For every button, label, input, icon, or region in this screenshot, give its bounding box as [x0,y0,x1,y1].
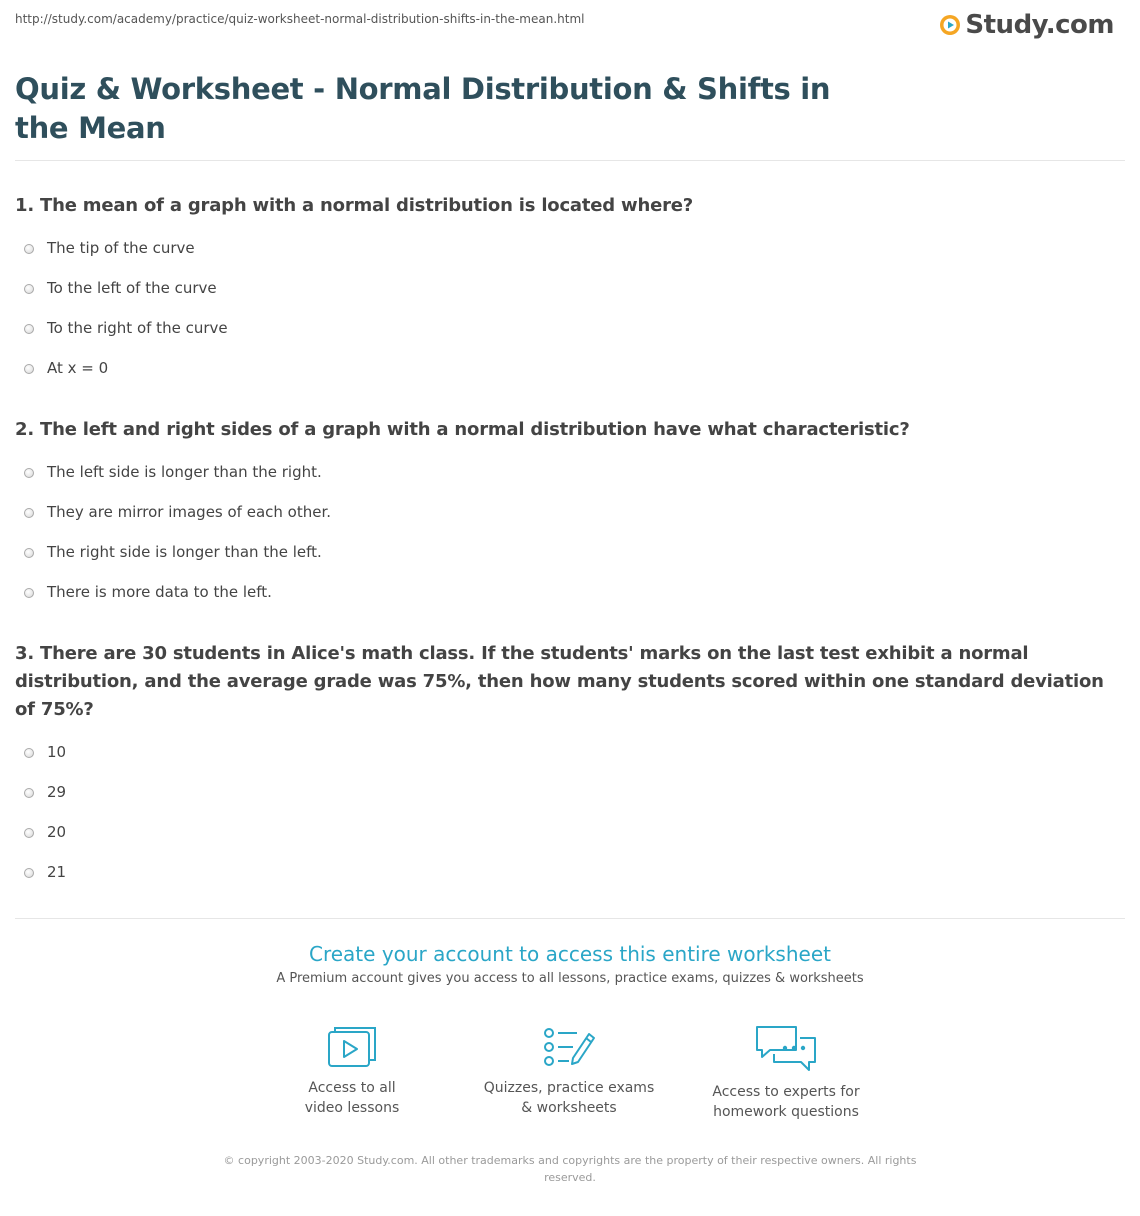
answer-option[interactable] [15,812,1125,852]
answer-label: At x = 0 [47,359,109,377]
answer-option[interactable] [15,532,1125,572]
radio-button-icon[interactable] [24,548,34,558]
answer-option[interactable] [15,228,1125,268]
cta-title-link[interactable]: Create your account to access this entire worksheet [309,942,831,966]
answer-label: To the left of the curve [47,279,217,297]
answer-options [15,228,1125,388]
radio-button-icon[interactable] [24,364,34,374]
answer-option[interactable] [15,452,1125,492]
answer-label: 10 [47,743,67,761]
answer-options [15,452,1125,612]
chat-bubbles-icon [754,1024,818,1074]
question-2 [15,416,1125,612]
answer-label: There is more data to the left. [47,583,272,601]
header-divider [15,160,1125,161]
feature-experts [686,1024,886,1122]
radio-button-icon[interactable] [24,828,34,838]
signup-cta [0,940,1140,988]
radio-button-icon[interactable] [24,508,34,518]
answer-option[interactable] [15,572,1125,612]
question-text: 3. There are 30 students in Alice's math class. If the students' marks on the last test exhibit a normal distribution, and the average grade was 75%, then how many students scored within one standard deviation of 75%? [15,643,1104,720]
answer-option[interactable] [15,492,1125,532]
study-logo[interactable] [939,8,1114,42]
feature-label: Access to all video lessons [304,1080,400,1116]
answer-option[interactable] [15,308,1125,348]
answer-option[interactable] [15,348,1125,388]
answer-option[interactable] [15,268,1125,308]
question-text: 1. The mean of a graph with a normal distribution is located where? [15,195,694,216]
answer-label: The right side is longer than the left. [47,543,322,561]
question-1 [15,192,1125,388]
radio-button-icon[interactable] [24,868,34,878]
radio-button-icon[interactable] [24,788,34,798]
answer-label: They are mirror images of each other. [47,503,332,521]
play-logo-icon [939,14,961,36]
copyright-text: © copyright 2003-2020 Study.com. All other trademarks and copyrights are the property of their respective owners. All rights reserved. [223,1154,917,1184]
answer-label: The left side is longer than the right. [47,463,322,481]
question-3 [15,640,1125,892]
radio-button-icon[interactable] [24,284,34,294]
video-lesson-icon [326,1024,378,1070]
answer-option[interactable] [15,852,1125,892]
question-text: 2. The left and right sides of a graph with a normal distribution have what characteristic? [15,419,910,440]
answer-options [15,732,1125,892]
feature-quizzes [469,1024,669,1118]
answer-option[interactable] [15,772,1125,812]
radio-button-icon[interactable] [24,244,34,254]
answer-label: 20 [47,823,67,841]
answer-label: The tip of the curve [47,239,195,257]
feature-label: Quizzes, practice exams & worksheets [483,1080,655,1116]
cta-subtitle: A Premium account gives you access to all lessons, practice exams, quizzes & worksheets [276,971,864,986]
answer-label: To the right of the curve [47,319,228,337]
radio-button-icon[interactable] [24,324,34,334]
quiz-checklist-icon [541,1024,597,1070]
page-title: Quiz & Worksheet - Normal Distribution & Shifts in the Mean [15,72,831,145]
feature-label: Access to experts for homework questions [712,1084,860,1120]
content-divider [15,918,1125,919]
radio-button-icon[interactable] [24,748,34,758]
feature-video-lessons [252,1024,452,1118]
page-url: http://study.com/academy/practice/quiz-worksheet-normal-distribution-shifts-in-the-mean.html [15,12,585,26]
radio-button-icon[interactable] [24,588,34,598]
answer-label: 21 [47,863,67,881]
answer-option[interactable] [15,732,1125,772]
radio-button-icon[interactable] [24,468,34,478]
logo-text: Study.com [965,10,1114,40]
answer-label: 29 [47,783,67,801]
